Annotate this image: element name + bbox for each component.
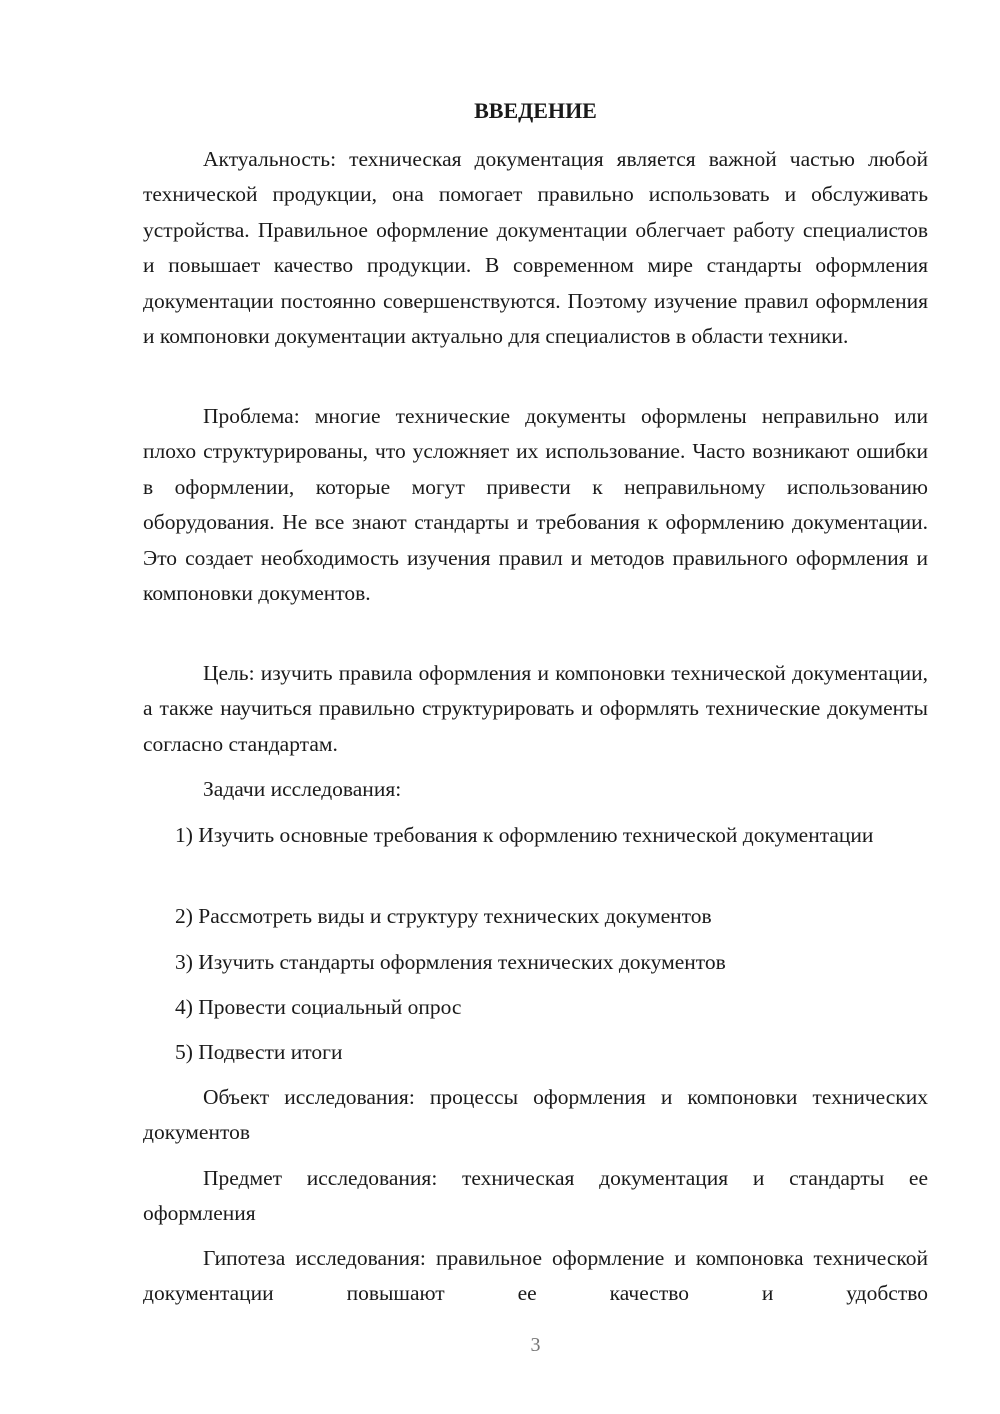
- list-item: 2) Рассмотреть виды и структуру технических документов: [175, 904, 712, 928]
- list-item: 1) Изучить основные требования к оформлению технической документации: [175, 823, 874, 847]
- page-number: 3: [530, 1334, 541, 1356]
- paragraph-hypothesis: Гипотеза исследования: правильное оформление и компоновка технической документации повышают ее качество и удобство: [143, 1246, 928, 1306]
- page-title: ВВЕДЕНИЕ: [474, 98, 597, 123]
- list-item: 3) Изучить стандарты оформления технических документов: [175, 950, 726, 974]
- list-item: 4) Провести социальный опрос: [175, 995, 462, 1019]
- paragraph-problem: Проблема: многие технические документы оформлены неправильно или плохо структурированы, что усложняет их использование. Часто возникают ошибки в оформлении, которые могут привести к неправильному использованию оборудования. Не все знают стандарты и требования к оформлению документации. Это создает необходимость изучения правил и методов правильного оформления и компоновки документов.: [143, 404, 928, 606]
- tasks-heading: Задачи исследования:: [203, 777, 402, 801]
- list-item: 5) Подвести итоги: [175, 1040, 343, 1064]
- paragraph-relevance: Актуальность: техническая документация является важной частью любой технической продукции, она помогает правильно использовать и обслуживать устройства. Правильное оформление документации облегчает работу специалистов и повышает качество продукции. В современном мире стандарты оформления документации постоянно совершенствуются. Поэтому изучение правил оформления и компоновки документации актуально для специалистов в области техники.: [143, 147, 928, 349]
- paragraph-subject: Предмет исследования: техническая документация и стандарты ее оформления: [143, 1166, 928, 1226]
- paragraph-object: Объект исследования: процессы оформления и компоновки технических документов: [143, 1085, 928, 1145]
- paragraph-goal: Цель: изучить правила оформления и компоновки технической документации, а также научиться правильно структурировать и оформлять технические документы согласно стандартам.: [143, 661, 928, 756]
